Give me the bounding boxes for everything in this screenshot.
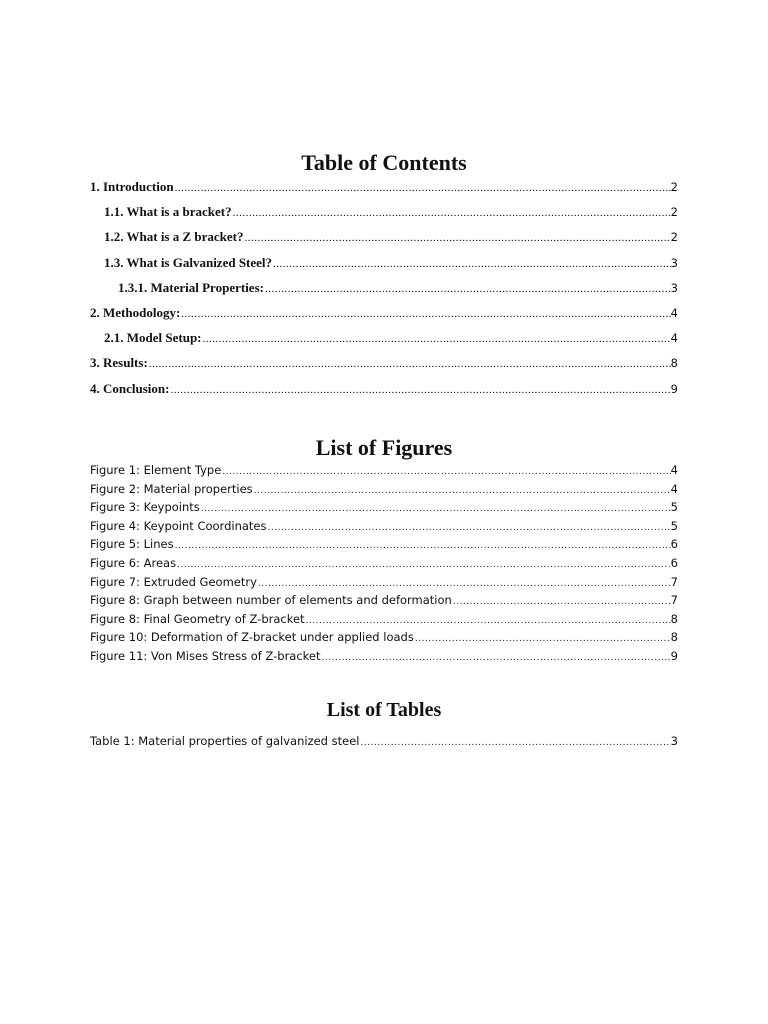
toc-entry[interactable] — [90, 380, 678, 405]
dot-leader — [264, 280, 671, 298]
figure-entry-page: 4 — [670, 463, 678, 477]
dot-leader — [253, 483, 671, 500]
dot-leader — [174, 538, 671, 555]
figure-entry[interactable] — [90, 499, 678, 518]
toc-entry[interactable] — [90, 304, 678, 329]
dot-leader — [169, 381, 670, 399]
dot-leader — [266, 520, 670, 537]
toc-entry[interactable] — [90, 354, 678, 379]
figure-entry-label: Figure 5: Lines — [90, 537, 174, 552]
toc-entry-label: 3. Results: — [90, 355, 148, 371]
dot-leader — [174, 179, 671, 197]
figure-entry-label: Figure 8: Graph between number of elements and deformation — [90, 593, 452, 608]
figure-entry-label: Figure 3: Keypoints — [90, 500, 200, 515]
dot-leader — [200, 501, 671, 518]
figure-entry-page: 7 — [670, 593, 678, 608]
dot-leader — [321, 650, 671, 667]
toc-title: Table of Contents — [301, 150, 467, 175]
table-entry[interactable] — [90, 733, 678, 752]
dot-leader — [360, 735, 671, 752]
toc-entry-label: 1.2. What is a Z bracket? — [104, 229, 244, 245]
figure-entry-page: 8 — [670, 630, 678, 645]
toc-entry-page: 9 — [670, 381, 678, 396]
toc-entry[interactable] — [90, 178, 678, 203]
figure-entry-label: Figure 4: Keypoint Coordinates — [90, 518, 267, 533]
figure-entry[interactable] — [90, 481, 678, 500]
dot-leader — [452, 594, 671, 611]
toc-entry-page: 3 — [670, 280, 678, 295]
toc-entry-label: 1. Introduction — [90, 179, 174, 194]
figure-entry-label: Figure 2: Material properties — [90, 481, 253, 496]
figure-entry-page: 8 — [670, 611, 678, 626]
dot-leader — [180, 305, 670, 323]
figure-entry-page: 5 — [670, 518, 678, 533]
toc-entry[interactable] — [90, 329, 678, 354]
document-page — [90, 0, 678, 1024]
figure-entry-label: Figure 10: Deformation of Z-bracket under applied loads — [90, 630, 414, 645]
figure-entry[interactable] — [90, 536, 678, 555]
toc-entry-page: 2 — [670, 230, 678, 245]
figure-entry[interactable] — [90, 462, 678, 481]
toc-entry-label: 4. Conclusion: — [90, 380, 170, 396]
toc-entry[interactable] — [90, 228, 678, 253]
table-entry-page: 3 — [670, 734, 678, 748]
dot-leader — [414, 631, 671, 648]
figure-entry-page: 6 — [670, 537, 678, 552]
toc-entry-page: 2 — [670, 180, 678, 194]
toc-entry-page: 4 — [670, 305, 678, 320]
toc-entry-label: 1.3. What is Galvanized Steel? — [104, 254, 273, 270]
figure-entry-page: 4 — [670, 481, 678, 496]
toc-entry-label: 1.3.1. Material Properties: — [118, 279, 264, 295]
figure-entry-label: Figure 6: Areas — [90, 555, 177, 570]
dot-leader — [244, 229, 671, 247]
list-of-figures-title: List of Figures — [315, 435, 453, 460]
figure-entry-page: 7 — [670, 574, 678, 589]
figure-entry-label: Figure 1: Element Type — [90, 463, 222, 477]
figures-list — [90, 462, 678, 667]
toc-entry[interactable] — [90, 279, 678, 304]
figure-entry[interactable] — [90, 611, 678, 630]
figure-entry-page: 5 — [670, 500, 678, 515]
dot-leader — [272, 255, 671, 273]
toc-entry-page: 4 — [670, 331, 678, 346]
figure-entry[interactable] — [90, 592, 678, 611]
figure-entry[interactable] — [90, 629, 678, 648]
figure-entry-page: 6 — [670, 555, 678, 570]
dot-leader — [305, 613, 671, 630]
toc-entry-label: 2. Methodology: — [90, 304, 181, 320]
toc-entry-page: 2 — [670, 205, 678, 220]
figure-entry-label: Figure 7: Extruded Geometry — [90, 574, 257, 589]
toc-entry[interactable] — [90, 254, 678, 279]
figure-entry-label: Figure 8: Final Geometry of Z-bracket — [90, 611, 305, 626]
figure-entry[interactable] — [90, 555, 678, 574]
dot-leader — [221, 464, 670, 481]
toc-entry-page: 3 — [670, 255, 678, 270]
toc-list — [90, 178, 678, 405]
tables-list — [90, 733, 678, 752]
table-entry-label: Table 1: Material properties of galvanized steel — [90, 734, 360, 748]
dot-leader — [176, 557, 671, 574]
toc-entry[interactable] — [90, 203, 678, 228]
toc-entry-page: 8 — [670, 356, 678, 371]
toc-entry-label: 2.1. Model Setup: — [104, 330, 202, 346]
figure-entry[interactable] — [90, 574, 678, 593]
toc-entry-label: 1.1. What is a bracket? — [104, 204, 232, 220]
figure-entry-label: Figure 11: Von Mises Stress of Z-bracket — [90, 648, 321, 663]
dot-leader — [257, 576, 671, 593]
dot-leader — [148, 355, 671, 373]
figure-entry[interactable] — [90, 648, 678, 667]
list-of-tables-title: List of Tables — [326, 699, 442, 721]
figure-entry-page: 9 — [670, 648, 678, 663]
dot-leader — [232, 204, 671, 222]
figure-entry[interactable] — [90, 518, 678, 537]
dot-leader — [202, 330, 671, 348]
